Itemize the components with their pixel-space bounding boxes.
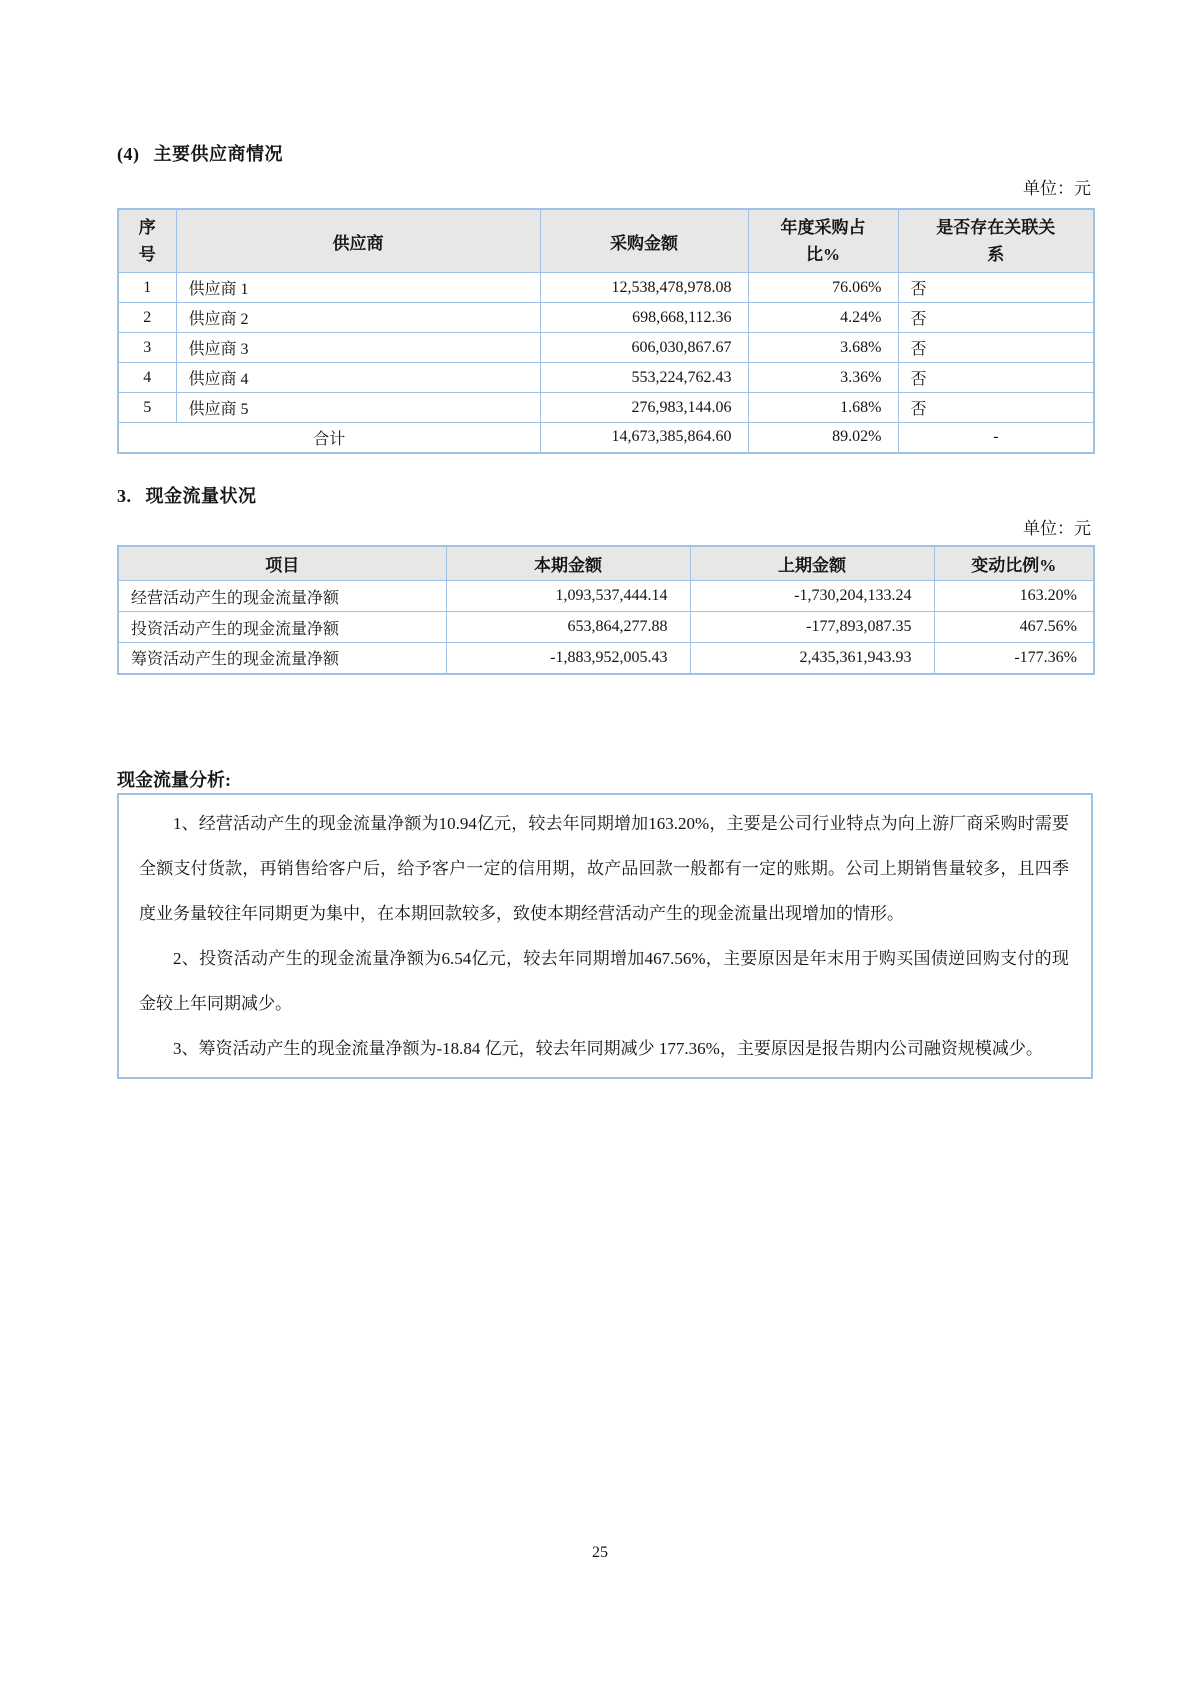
supplier-name-cell: 供应商 4 xyxy=(176,363,540,393)
cashflow-current-cell: 1,093,537,444.14 xyxy=(446,581,690,612)
header-cell-ratio: 年度采购占比% xyxy=(748,209,898,273)
header-cell-supplier: 供应商 xyxy=(176,209,540,273)
supplier-name-cell: 供应商 1 xyxy=(176,273,540,303)
analysis-heading: 现金流量分析: xyxy=(117,770,231,790)
supplier-total-row xyxy=(118,423,1094,453)
supplier-related-cell: 否 xyxy=(898,333,1094,363)
cashflow-section-heading xyxy=(117,484,1093,508)
supplier-name-cell: 供应商 2 xyxy=(176,303,540,333)
supplier-no-cell: 5 xyxy=(118,393,176,423)
supplier-name-cell: 供应商 5 xyxy=(176,393,540,423)
supplier-ratio-cell: 3.36% xyxy=(748,363,898,393)
heading-text: 主要供应商情况 xyxy=(153,144,283,164)
supplier-name-cell: 供应商 3 xyxy=(176,333,540,363)
analysis-box xyxy=(117,793,1093,1079)
supplier-section-heading xyxy=(117,142,1093,166)
supplier-no-cell: 4 xyxy=(118,363,176,393)
total-label-cell: 合计 xyxy=(118,423,540,453)
supplier-no-cell: 1 xyxy=(118,273,176,303)
total-amount-cell: 14,673,385,864.60 xyxy=(540,423,748,453)
cashflow-current-cell: 653,864,277.88 xyxy=(446,612,690,643)
cashflow-prior-cell: -1,730,204,133.24 xyxy=(690,581,934,612)
supplier-table-row xyxy=(118,303,1094,333)
heading-number: (4) xyxy=(117,144,140,164)
supplier-related-cell: 否 xyxy=(898,393,1094,423)
header-cell-no: 序号 xyxy=(118,209,176,273)
header-cell-related: 是否存在关联关系 xyxy=(898,209,1094,273)
cashflow-table-header xyxy=(118,546,1094,581)
cashflow-table-row xyxy=(118,643,1094,674)
supplier-ratio-cell: 1.68% xyxy=(748,393,898,423)
cashflow-table-row xyxy=(118,612,1094,643)
heading-text: 现金流量状况 xyxy=(145,486,257,506)
supplier-related-cell: 否 xyxy=(898,363,1094,393)
supplier-table-row xyxy=(118,393,1094,423)
cashflow-table xyxy=(117,545,1095,675)
cashflow-prior-cell: 2,435,361,943.93 xyxy=(690,643,934,674)
supplier-table xyxy=(117,208,1095,454)
cashflow-change-cell: 163.20% xyxy=(934,581,1094,612)
supplier-ratio-cell: 4.24% xyxy=(748,303,898,333)
supplier-amount-cell: 12,538,478,978.08 xyxy=(540,273,748,303)
cashflow-unit-label: 单位：元 xyxy=(1023,519,1091,538)
supplier-related-cell: 否 xyxy=(898,273,1094,303)
supplier-ratio-cell: 3.68% xyxy=(748,333,898,363)
page-number: 25 xyxy=(592,1544,608,1561)
cashflow-item-cell: 投资活动产生的现金流量净额 xyxy=(118,612,446,643)
header-cell-change: 变动比例% xyxy=(934,546,1094,581)
supplier-unit-label: 单位：元 xyxy=(1023,179,1091,198)
cashflow-header-row xyxy=(118,546,1094,581)
cashflow-item-cell: 筹资活动产生的现金流量净额 xyxy=(118,643,446,674)
header-cell-amount: 采购金额 xyxy=(540,209,748,273)
supplier-ratio-cell: 76.06% xyxy=(748,273,898,303)
supplier-header-row xyxy=(118,209,1094,273)
analysis-paragraph: 1、经营活动产生的现金流量净额为10.94亿元，较去年同期增加163.20%，主要是公司行业特点为向上游厂商采购时需要全额支付货款，再销售给客户后，给予客户一定的信用期，故产品回款一般都有一定的账期。公司上期销售量较多，且四季度业务量较往年同期更为集中，在本期回款较多，致使本期经营活动产生的现金流量出现增加的情形。 xyxy=(139,814,1069,923)
supplier-amount-cell: 698,668,112.36 xyxy=(540,303,748,333)
analysis-paragraph: 2、投资活动产生的现金流量净额为6.54亿元，较去年同期增加467.56%，主要原因是年末用于购买国债逆回购支付的现金较上年同期减少。 xyxy=(139,949,1069,1013)
supplier-no-cell: 3 xyxy=(118,333,176,363)
supplier-amount-cell: 553,224,762.43 xyxy=(540,363,748,393)
supplier-amount-cell: 276,983,144.06 xyxy=(540,393,748,423)
supplier-related-cell: 否 xyxy=(898,303,1094,333)
cashflow-change-cell: 467.56% xyxy=(934,612,1094,643)
supplier-table-header xyxy=(118,209,1094,273)
total-related-cell: - xyxy=(898,423,1094,453)
header-cell-prior: 上期金额 xyxy=(690,546,934,581)
cashflow-current-cell: -1,883,952,005.43 xyxy=(446,643,690,674)
supplier-table-row xyxy=(118,333,1094,363)
analysis-paragraph: 3、筹资活动产生的现金流量净额为-18.84 亿元，较去年同期减少 177.36%，主要原因是报告期内公司融资规模减少。 xyxy=(173,1039,1043,1058)
total-ratio-cell: 89.02% xyxy=(748,423,898,453)
cashflow-table-body xyxy=(118,581,1094,674)
cashflow-change-cell: -177.36% xyxy=(934,643,1094,674)
supplier-table-footer xyxy=(118,423,1094,453)
supplier-table-row xyxy=(118,273,1094,303)
supplier-amount-cell: 606,030,867.67 xyxy=(540,333,748,363)
heading-number: 3. xyxy=(117,486,132,506)
supplier-table-row xyxy=(118,363,1094,393)
cashflow-prior-cell: -177,893,087.35 xyxy=(690,612,934,643)
supplier-no-cell: 2 xyxy=(118,303,176,333)
header-cell-item: 项目 xyxy=(118,546,446,581)
supplier-table-body xyxy=(118,273,1094,423)
cashflow-item-cell: 经营活动产生的现金流量净额 xyxy=(118,581,446,612)
cashflow-table-row xyxy=(118,581,1094,612)
header-cell-current: 本期金额 xyxy=(446,546,690,581)
